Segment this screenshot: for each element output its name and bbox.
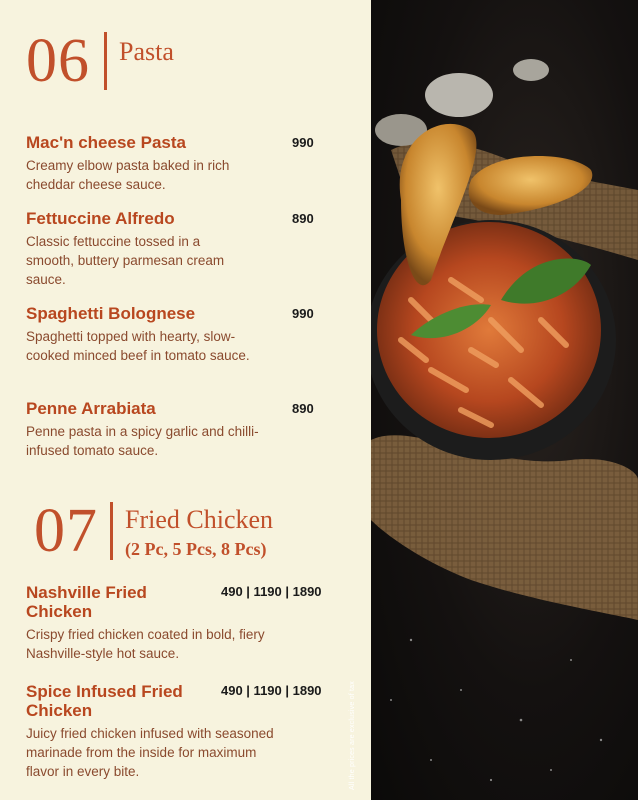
item-name: Penne Arrabiata xyxy=(26,399,156,418)
tax-note: All the prices are exclusive of tax xyxy=(349,681,356,790)
item-description: Crispy fried chicken coated in bold, fiery Nashville-style hot sauce. xyxy=(26,627,265,661)
item-description: Penne pasta in a spicy garlic and chilli-infused tomato sauce. xyxy=(26,424,259,458)
section-header-fried-chicken xyxy=(34,497,274,565)
item-price: 490 | 1190 | 1890 xyxy=(221,584,322,599)
item-description: Creamy elbow pasta baked in rich cheddar cheese sauce. xyxy=(26,158,230,192)
menu-item xyxy=(26,399,361,460)
menu-item xyxy=(26,133,361,194)
item-price: 890 xyxy=(292,401,314,416)
menu-item xyxy=(26,209,361,289)
menu-item xyxy=(26,304,361,365)
item-description: Juicy fried chicken infused with seasoned marinade from the inside for maximum flavor in every bite. xyxy=(26,726,274,779)
section-subtitle: (2 Pc, 5 Pcs, 8 Pcs) xyxy=(125,539,267,559)
item-name: Nashville Fried Chicken xyxy=(26,583,147,621)
item-name: Fettuccine Alfredo xyxy=(26,209,175,228)
section-header-pasta xyxy=(26,27,174,95)
section-title: Pasta xyxy=(119,37,174,66)
section-number: 07 xyxy=(34,497,98,565)
item-description: Spaghetti topped with hearty, slow-cooked minced beef in tomato sauce. xyxy=(26,329,250,363)
section-divider xyxy=(110,502,113,560)
item-description: Classic fettuccine tossed in a smooth, buttery parmesan cream sauce. xyxy=(26,234,225,287)
section-number: 06 xyxy=(26,27,90,95)
item-name: Spaghetti Bolognese xyxy=(26,304,196,323)
item-price: 890 xyxy=(292,211,314,226)
item-name: Mac'n cheese Pasta xyxy=(26,133,186,152)
item-name: Spice Infused Fried Chicken xyxy=(26,682,183,720)
pasta-photo xyxy=(371,0,638,800)
menu-item xyxy=(26,583,361,663)
pasta-dish-image xyxy=(371,0,638,800)
item-price: 990 xyxy=(292,135,314,150)
item-price: 490 | 1190 | 1890 xyxy=(221,683,322,698)
section-divider xyxy=(104,32,107,90)
section-title: Fried Chicken xyxy=(125,505,274,534)
menu-item xyxy=(26,682,361,781)
item-price: 990 xyxy=(292,306,314,321)
